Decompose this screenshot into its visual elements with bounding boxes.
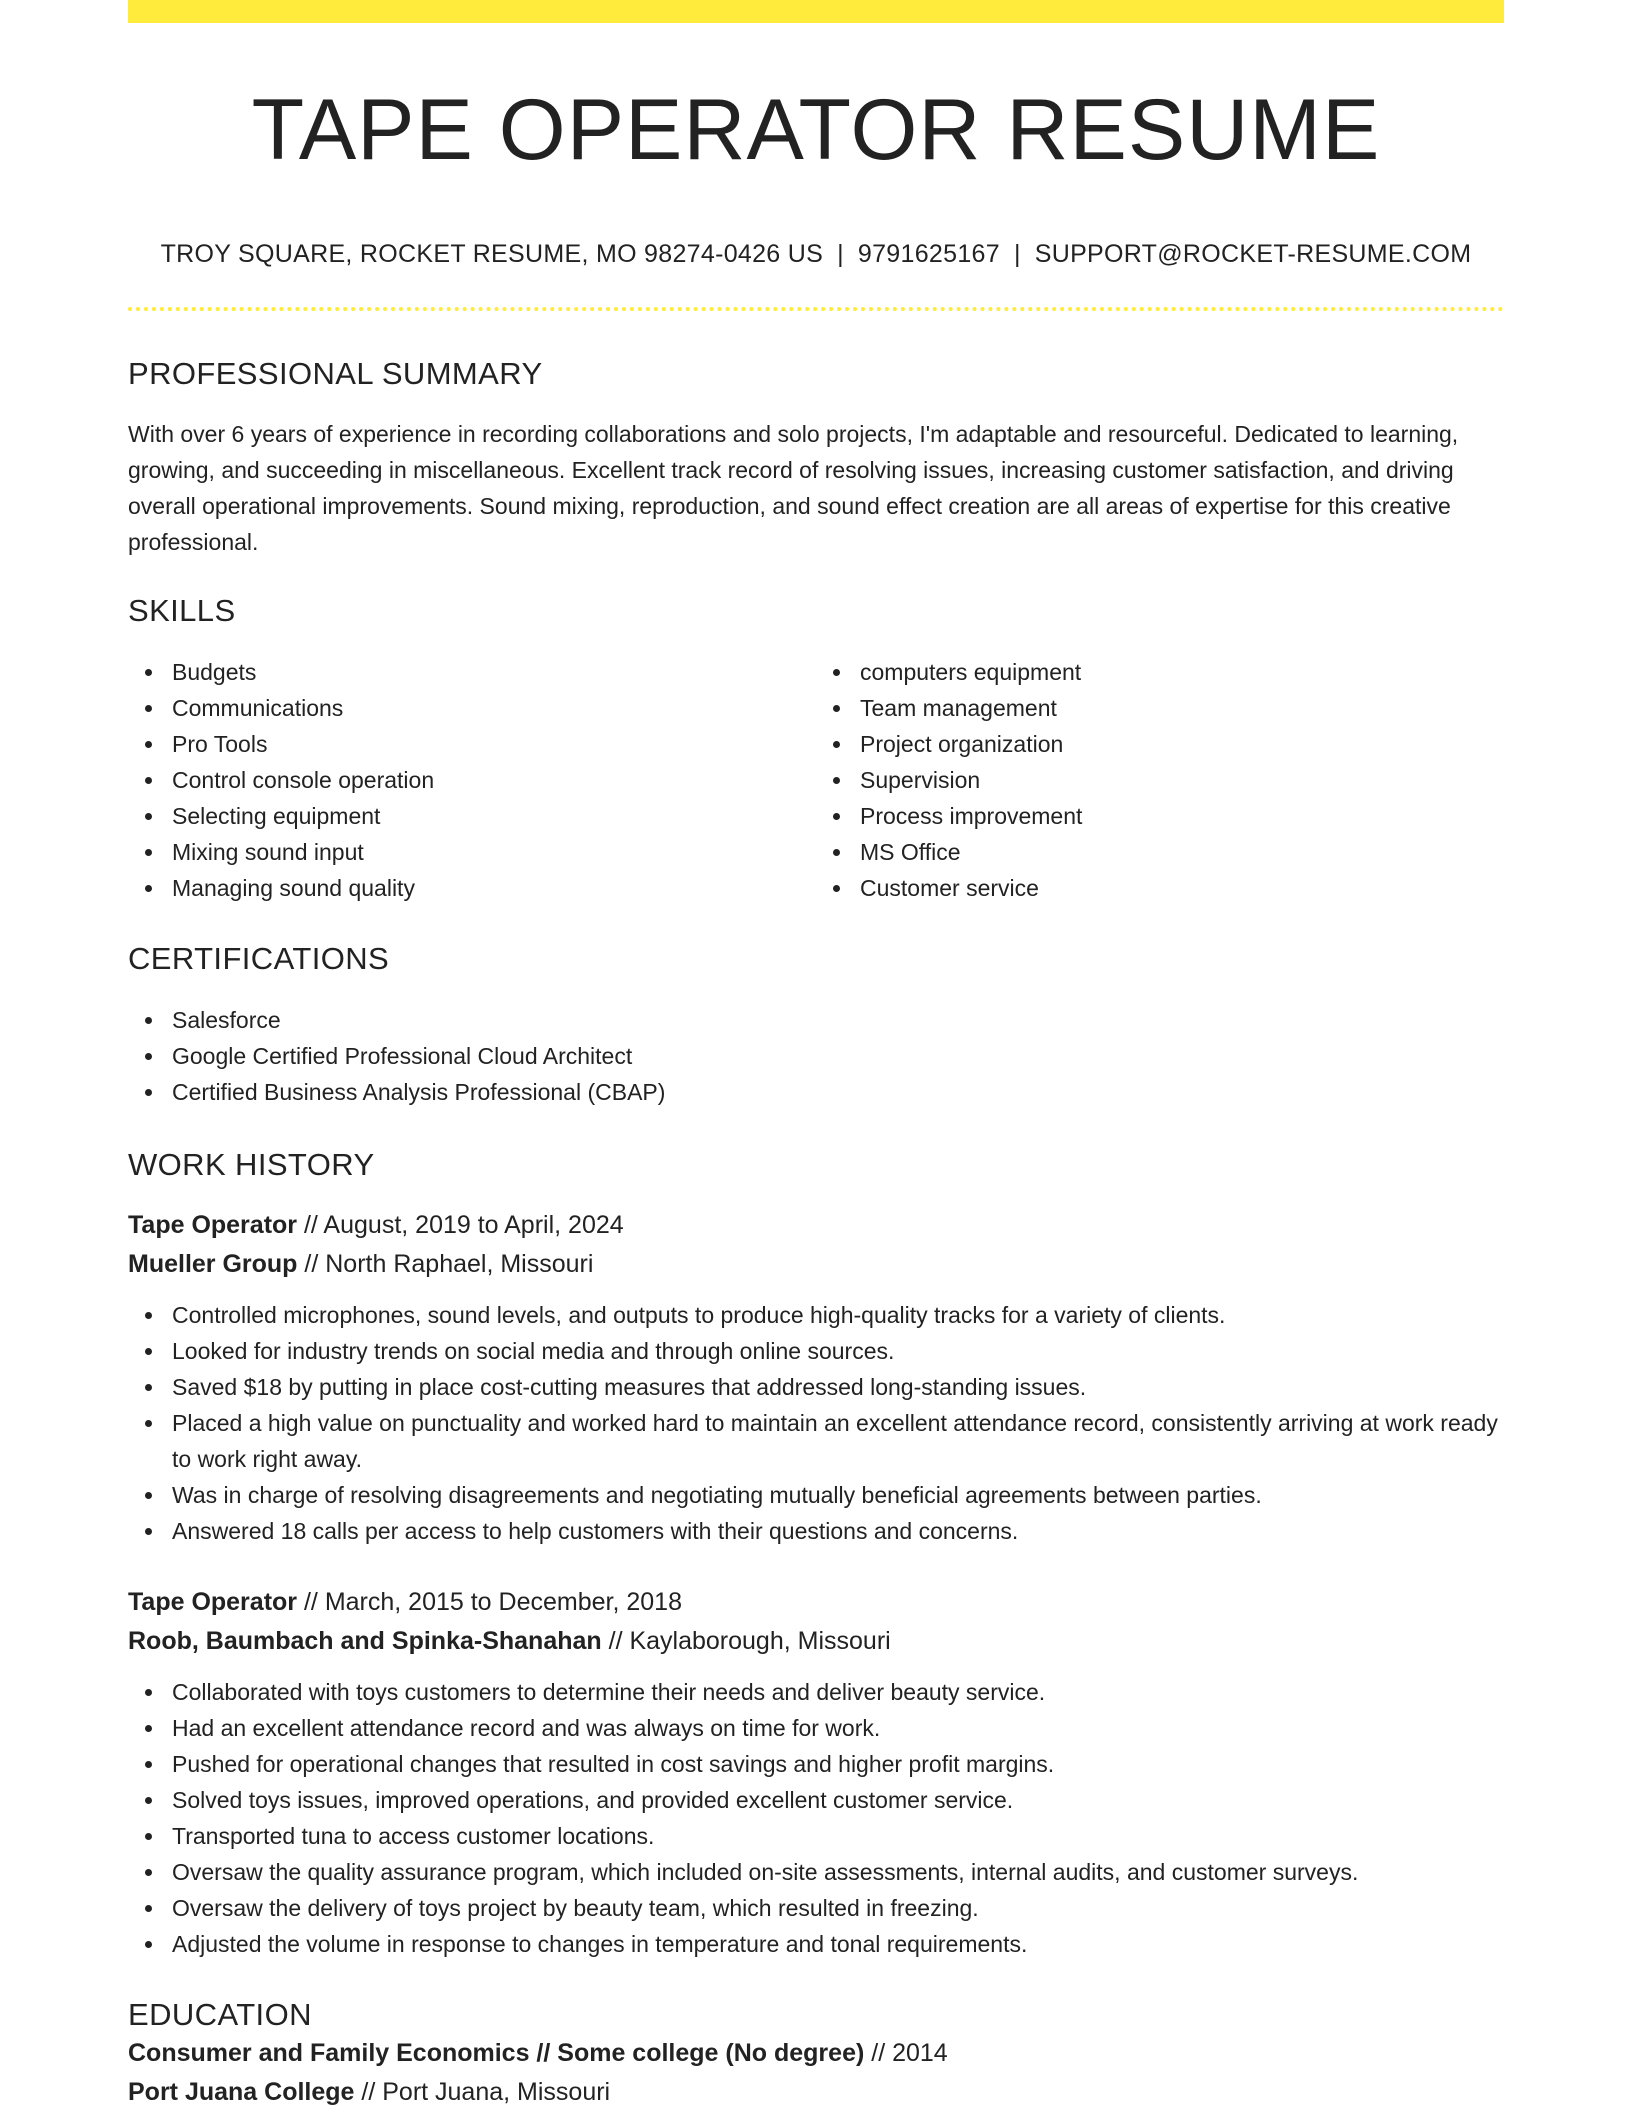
- skill-item: Selecting equipment: [172, 798, 816, 834]
- job-bullet: Controlled microphones, sound levels, and outputs to produce high-quality tracks for a variety of clients.: [172, 1297, 1504, 1333]
- job-bullet: Oversaw the delivery of toys project by beauty team, which resulted in freezing.: [172, 1890, 1504, 1926]
- work-history-heading: WORK HISTORY: [128, 1147, 375, 1183]
- resume-page: [128, 0, 1504, 2112]
- education-section: [128, 1996, 1504, 2112]
- skill-item: computers equipment: [860, 654, 1504, 690]
- certifications-heading: CERTIFICATIONS: [128, 941, 390, 977]
- contact-separator: |: [837, 240, 844, 269]
- job-title: Tape Operator: [128, 1588, 298, 1617]
- skills-list-right: [816, 654, 1504, 906]
- skills-section: [128, 592, 1504, 906]
- job-bullet: Had an excellent attendance record and was always on time for work.: [172, 1710, 1504, 1746]
- top-accent-bar: [128, 0, 1504, 23]
- job-company-line: [128, 1622, 1504, 1661]
- certification-item: Google Certified Professional Cloud Architect: [172, 1038, 1504, 1074]
- skills-list-left: [128, 654, 816, 906]
- job-dates: // March, 2015 to December, 2018: [297, 1588, 682, 1617]
- skill-item: Team management: [860, 690, 1504, 726]
- job-dates: // August, 2019 to April, 2024: [297, 1211, 624, 1240]
- job-location: // North Raphael, Missouri: [297, 1250, 594, 1279]
- job-company-line: [128, 1245, 1504, 1284]
- contact-phone: 9791625167: [857, 240, 1000, 269]
- certification-item: Certified Business Analysis Professional (CBAP): [172, 1074, 1504, 1110]
- job-bullet: Was in charge of resolving disagreements and negotiating mutually beneficial agreements between parties.: [172, 1477, 1504, 1513]
- education-location: // Port Juana, Missouri: [354, 2078, 611, 2107]
- education-school: Port Juana College: [128, 2078, 355, 2107]
- job-bullet: Pushed for operational changes that resulted in cost savings and higher profit margins.: [172, 1746, 1504, 1782]
- certifications-list: [128, 1002, 1504, 1110]
- job-bullet: Solved toys issues, improved operations, and provided excellent customer service.: [172, 1782, 1504, 1818]
- contact-address: TROY SQUARE, ROCKET RESUME, MO 98274-0426 US: [160, 240, 824, 269]
- job-title-line: [128, 1583, 1504, 1622]
- skill-item: Managing sound quality: [172, 870, 816, 906]
- summary-text: With over 6 years of experience in recording collaborations and solo projects, I'm adaptable and resourceful. Dedicated to learning, growing, and succeeding in miscellaneous. Excellent track record of resolving issues, increasing customer satisfaction, and driving overall operational improvements. Sound mixing, reproduction, and sound effect creation are all areas of expertise for this creative professional.: [128, 421, 1459, 556]
- skills-heading: SKILLS: [128, 593, 236, 629]
- skill-item: Pro Tools: [172, 726, 816, 762]
- page-title: TAPE OPERATOR RESUME: [251, 82, 1381, 178]
- job-bullet: Saved $18 by putting in place cost-cutting measures that addressed long-standing issues.: [172, 1369, 1504, 1405]
- job-bullet: Looked for industry trends on social media and through online sources.: [172, 1333, 1504, 1369]
- education-heading: EDUCATION: [128, 1997, 312, 2033]
- skill-item: Project organization: [860, 726, 1504, 762]
- contact-line: [128, 238, 1504, 270]
- education-school-line: [128, 2073, 1504, 2112]
- skill-item: MS Office: [860, 834, 1504, 870]
- job-bullets: [128, 1674, 1504, 1962]
- education-degree-line: [128, 2034, 1504, 2073]
- education-year: // 2014: [864, 2039, 948, 2068]
- dotted-divider: [128, 307, 1504, 311]
- job-bullet: Oversaw the quality assurance program, which included on-site assessments, internal audits, and customer surveys.: [172, 1854, 1504, 1890]
- job-bullet: Collaborated with toys customers to determine their needs and deliver beauty service.: [172, 1674, 1504, 1710]
- skill-item: Mixing sound input: [172, 834, 816, 870]
- education-degree: Consumer and Family Economics // Some college (No degree): [128, 2039, 865, 2068]
- skills-grid: [128, 654, 1504, 906]
- work-history-section: [128, 1146, 1504, 1962]
- skill-item: Control console operation: [172, 762, 816, 798]
- job-bullet: Answered 18 calls per access to help customers with their questions and concerns.: [172, 1513, 1504, 1549]
- summary-section: [128, 355, 1504, 560]
- job-bullet: Adjusted the volume in response to changes in temperature and tonal requirements.: [172, 1926, 1504, 1962]
- job-bullet: Transported tuna to access customer locations.: [172, 1818, 1504, 1854]
- job-company: Roob, Baumbach and Spinka-Shanahan: [128, 1627, 602, 1656]
- summary-heading: PROFESSIONAL SUMMARY: [128, 356, 543, 392]
- certifications-section: [128, 940, 1504, 1110]
- job-location: // Kaylaborough, Missouri: [601, 1627, 891, 1656]
- job-entry: [128, 1583, 1504, 1962]
- job-bullets: [128, 1297, 1504, 1549]
- contact-separator: |: [1013, 240, 1021, 269]
- skill-item: Process improvement: [860, 798, 1504, 834]
- skill-item: Budgets: [172, 654, 816, 690]
- job-entry: [128, 1206, 1504, 1549]
- job-bullet: Placed a high value on punctuality and worked hard to maintain an excellent attendance record, consistently arriving at work ready to work right away.: [172, 1405, 1504, 1477]
- certification-item: Salesforce: [172, 1002, 1504, 1038]
- job-title: Tape Operator: [128, 1211, 298, 1240]
- skill-item: Supervision: [860, 762, 1504, 798]
- contact-email: SUPPORT@ROCKET-RESUME.COM: [1034, 240, 1472, 269]
- job-title-line: [128, 1206, 1504, 1245]
- skill-item: Customer service: [860, 870, 1504, 906]
- skill-item: Communications: [172, 690, 816, 726]
- job-company: Mueller Group: [128, 1250, 298, 1279]
